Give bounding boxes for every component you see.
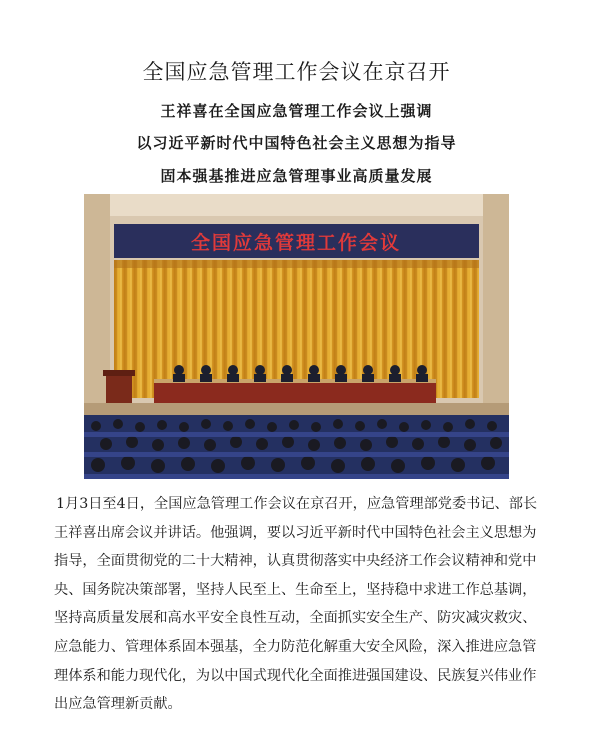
article-subtitle-3: 固本强基推进应急管理事业高质量发展 <box>160 167 433 185</box>
article-body: 1月3日至4日，全国应急管理工作会议在京召开，应急管理部党委书记、部长王祥喜出席会议并讲话。他强调，要以习近平新时代中国特色社会主义思想为指导，全面贯彻党的二十大精神，认真贯彻落实中央经济工作会议精神和党中央、国务院决策部署，坚持人民至上、生命至上，坚持稳中求进工作总基调，坚持高质量发展和高水平安全良性互动，全面抓实安全生产、防灾减灾救灾、应急能力、管理体系固本强基，全力防范化解重大安全风险，深入推进应急管理体系和能力现代化，为以中国式现代化全面推进强国建设、民族复兴伟业作出应急管理新贡献。 <box>54 496 538 713</box>
presidium-table <box>154 381 436 403</box>
article-title: 全国应急管理工作会议在京召开 <box>142 60 451 84</box>
conference-photo <box>84 194 509 479</box>
banner-text: 全国应急管理工作会议 <box>190 232 402 254</box>
article-subtitle-2: 以习近平新时代中国特色社会主义思想为指导 <box>136 134 457 152</box>
article-subtitle-1: 王祥喜在全国应急管理工作会议上强调 <box>160 102 433 120</box>
